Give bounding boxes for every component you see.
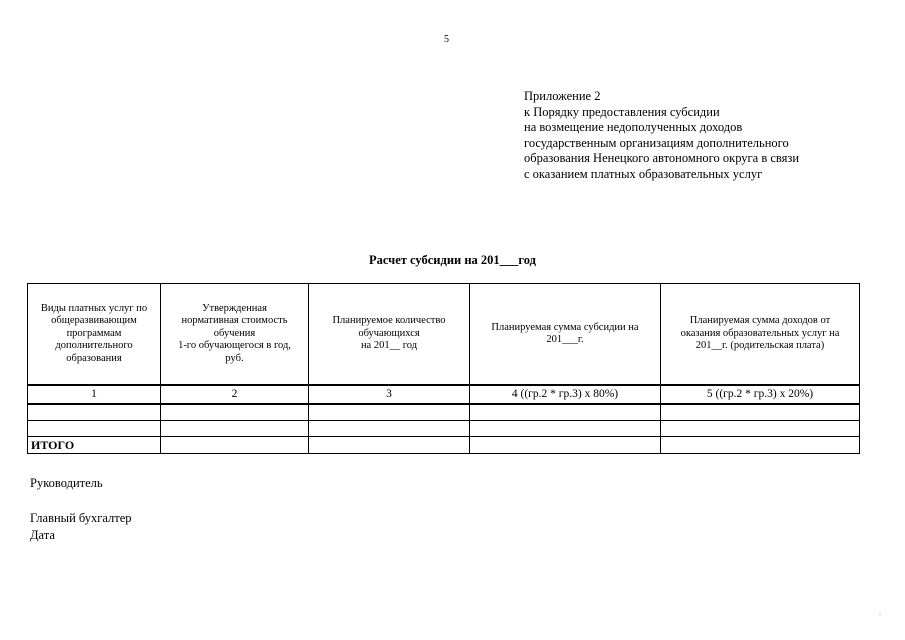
header-cell-subsidy-sum <box>470 284 661 386</box>
signature-date: Дата <box>30 528 55 542</box>
table-cell <box>309 421 470 437</box>
header-line: 201__г. (родительская плата) <box>695 340 825 352</box>
table-cell <box>661 421 860 437</box>
table-cell <box>470 437 661 454</box>
table-cell <box>28 421 161 437</box>
signature-chief-accountant: Главный бухгалтер <box>30 511 132 525</box>
table-cell <box>309 437 470 454</box>
column-number-row <box>28 385 860 404</box>
table-cell <box>161 404 309 421</box>
header-line: оказания образовательных услуг на <box>680 327 840 339</box>
table-cell <box>309 404 470 421</box>
table-cell <box>28 404 161 421</box>
table-cell <box>661 404 860 421</box>
header-line: образования <box>66 352 122 364</box>
header-cell-income-sum <box>661 284 860 386</box>
document-title: Расчет субсидии на 201___год <box>368 253 537 267</box>
total-label: ИТОГО <box>28 437 161 454</box>
appendix-line: образования Ненецкого автономного округа в связи <box>524 151 800 166</box>
header-line: программам <box>66 327 122 339</box>
header-line: Виды платных услуг по <box>40 302 148 314</box>
header-line: обучающихся <box>358 327 420 339</box>
header-cell-student-count <box>309 284 470 386</box>
scan-speck: . <box>879 608 881 617</box>
header-line: дополнительного <box>55 340 133 352</box>
header-line: руб. <box>225 352 244 364</box>
table-row <box>28 404 860 421</box>
column-number-cell: 3 <box>309 385 470 404</box>
appendix-line: Приложение 2 <box>524 89 601 103</box>
table-cell <box>470 404 661 421</box>
header-line: Утвержденная <box>202 302 267 314</box>
appendix-line: на возмещение недополученных доходов <box>524 120 743 135</box>
signature-head: Руководитель <box>30 476 103 490</box>
column-number-cell: 2 <box>161 385 309 404</box>
column-number-cell: 4 ((гр.2 * гр.3) х 80%) <box>470 385 661 404</box>
header-line: обучения <box>213 327 256 339</box>
header-line: нормативная стоимость <box>181 315 288 327</box>
column-number-cell: 5 ((гр.2 * гр.3) х 20%) <box>661 385 860 404</box>
appendix-note <box>524 89 799 183</box>
header-line: Планируемая сумма доходов от <box>689 315 831 327</box>
header-line: Планируемое количество <box>332 315 446 327</box>
header-line: 1-го обучающегося в год, <box>178 340 291 352</box>
column-number-cell: 1 <box>28 385 161 404</box>
header-line: общеразвивающим <box>51 315 137 327</box>
table-cell <box>470 421 661 437</box>
header-cell-normative-cost <box>161 284 309 386</box>
table-cell <box>161 437 309 454</box>
header-line: Планируемая сумма субсидии на <box>491 321 639 333</box>
header-line: на 201__ год <box>360 340 418 352</box>
table-row <box>28 421 860 437</box>
total-row <box>28 437 860 454</box>
table-header-row <box>28 284 860 386</box>
appendix-line: с оказанием платных образовательных услуг <box>524 166 763 181</box>
table-cell <box>661 437 860 454</box>
table-cell <box>161 421 309 437</box>
page-number: 5 <box>444 34 449 45</box>
appendix-line: к Порядку предоставления субсидии <box>524 104 720 119</box>
header-cell-service-types <box>28 284 161 386</box>
appendix-line: государственным организациям дополнительного <box>524 135 789 150</box>
header-line: 201___г. <box>546 334 584 345</box>
subsidy-table <box>27 283 860 454</box>
